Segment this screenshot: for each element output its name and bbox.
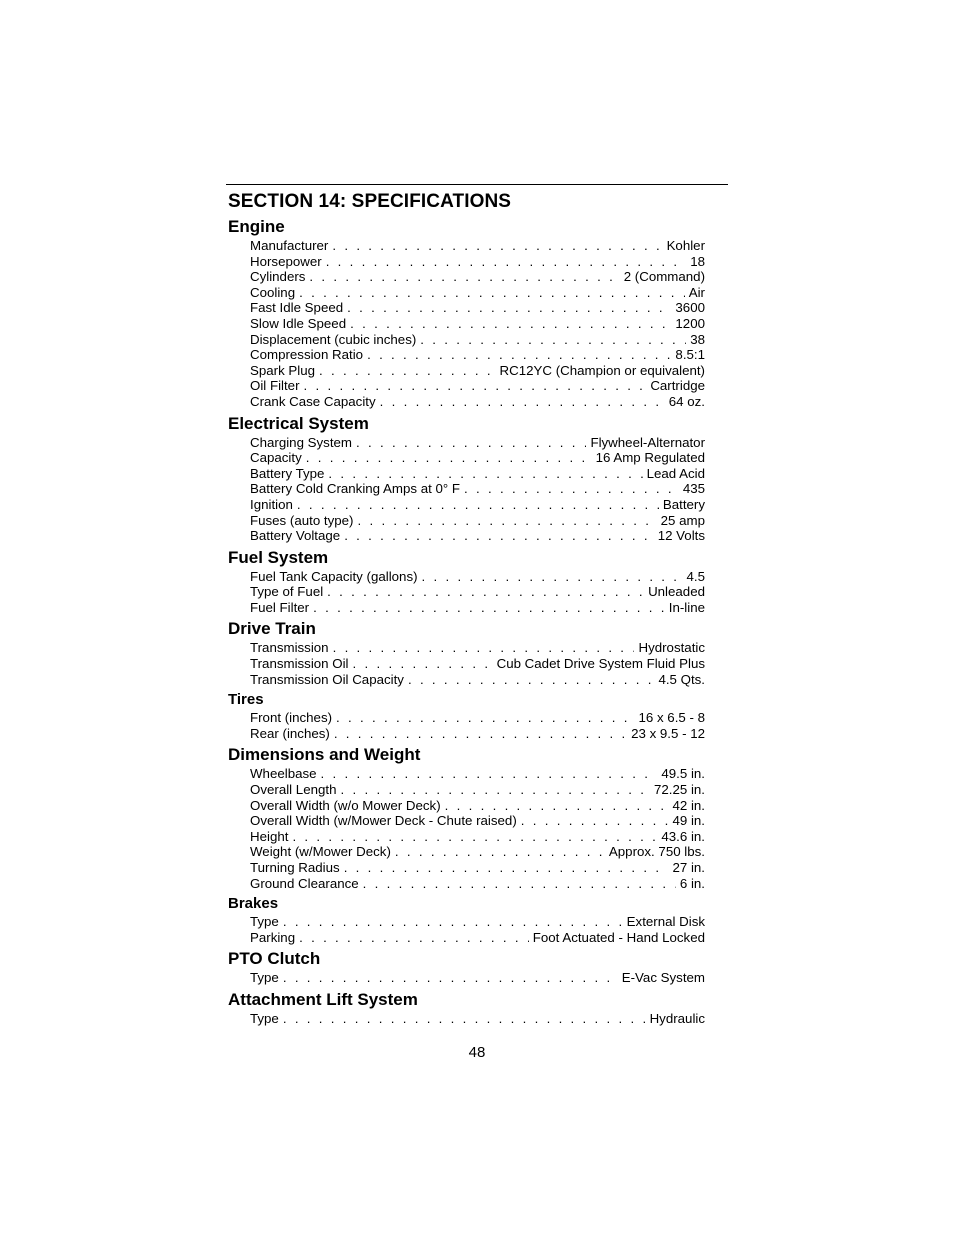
dot-leader — [363, 876, 676, 892]
spec-group-electrical-system — [228, 413, 705, 544]
spec-value: 8.5:1 — [675, 347, 705, 363]
spec-label: Transmission — [250, 640, 329, 656]
spec-row — [250, 513, 705, 529]
specifications-list — [228, 216, 705, 1030]
spec-row — [250, 782, 705, 798]
spec-row — [250, 1011, 705, 1027]
dot-leader — [445, 798, 669, 814]
spec-label: Cooling — [250, 284, 296, 300]
spec-group-attachment-lift-system — [228, 989, 705, 1027]
dot-leader — [304, 378, 647, 394]
dot-leader — [420, 332, 686, 348]
page-number: 48 — [468, 1044, 486, 1061]
dot-leader — [344, 860, 669, 876]
dot-leader — [347, 300, 671, 316]
dot-leader — [283, 914, 623, 930]
spec-row — [250, 600, 705, 616]
spec-label: Fuel Tank Capacity (gallons) — [250, 568, 418, 584]
dot-leader — [380, 394, 665, 410]
spec-value: Cartridge — [650, 378, 705, 394]
dot-leader — [408, 672, 654, 688]
spec-label: Ground Clearance — [250, 875, 359, 891]
spec-group-engine — [228, 216, 705, 410]
dot-leader — [328, 466, 642, 482]
spec-row — [250, 363, 705, 379]
spec-label: Battery Cold Cranking Amps at 0° F — [250, 481, 461, 497]
group-title: Electrical System — [228, 413, 369, 433]
spec-row — [250, 860, 705, 876]
header-rule — [226, 184, 728, 185]
spec-label: Transmission Oil — [250, 656, 349, 672]
group-title: Dimensions and Weight — [228, 745, 421, 765]
spec-value: 42 in. — [672, 797, 705, 813]
group-title: Fuel System — [228, 547, 329, 567]
spec-label: Displacement (cubic inches) — [250, 331, 417, 347]
spec-row — [250, 394, 705, 410]
dot-leader — [340, 782, 650, 798]
dot-leader — [306, 450, 592, 466]
spec-row — [250, 876, 705, 892]
dot-leader — [321, 766, 658, 782]
spec-label: Spark Plug — [250, 362, 316, 378]
spec-label: Charging System — [250, 434, 352, 450]
spec-row — [250, 766, 705, 782]
dot-leader — [292, 829, 657, 845]
spec-label: Cylinders — [250, 269, 306, 285]
spec-group-pto-clutch — [228, 948, 705, 986]
spec-value: 49.5 in. — [661, 766, 705, 782]
spec-row — [250, 710, 705, 726]
spec-label: Ignition — [250, 496, 293, 512]
spec-label: Wheelbase — [250, 766, 317, 782]
spec-value: External Disk — [626, 914, 705, 930]
dot-leader — [327, 584, 644, 600]
spec-row — [250, 300, 705, 316]
spec-row — [250, 914, 705, 930]
dot-leader — [367, 347, 671, 363]
dot-leader — [350, 316, 671, 332]
spec-row — [250, 798, 705, 814]
dot-leader — [344, 528, 654, 544]
spec-value: RC12YC (Champion or equivalent) — [499, 362, 705, 378]
spec-label: Oil Filter — [250, 378, 300, 394]
spec-row — [250, 450, 705, 466]
spec-label: Front (inches) — [250, 710, 333, 726]
spec-row — [250, 378, 705, 394]
spec-row — [250, 569, 705, 585]
spec-row — [250, 640, 705, 656]
spec-value: 64 oz. — [668, 393, 705, 409]
dot-leader — [313, 600, 665, 616]
spec-value: In-line — [668, 599, 705, 615]
spec-label: Battery Type — [250, 465, 325, 481]
spec-row — [250, 970, 705, 986]
spec-value: 38 — [690, 331, 705, 347]
spec-value: 25 amp — [660, 512, 705, 528]
spec-row — [250, 584, 705, 600]
spec-label: Compression Ratio — [250, 347, 364, 363]
spec-value: 4.5 — [686, 568, 705, 584]
dot-leader — [283, 970, 618, 986]
spec-label: Overall Length — [250, 782, 337, 798]
spec-row — [250, 726, 705, 742]
dot-leader — [356, 435, 586, 451]
spec-value: Air — [688, 284, 705, 300]
spec-label: Rear (inches) — [250, 725, 330, 741]
spec-value: 49 in. — [672, 813, 705, 829]
spec-value: 27 in. — [672, 860, 705, 875]
dot-leader — [309, 269, 619, 285]
spec-group-brakes — [228, 894, 705, 945]
spec-value: Hydrostatic — [638, 640, 705, 656]
spec-label: Type — [250, 914, 279, 930]
spec-row — [250, 672, 705, 688]
spec-row — [250, 497, 705, 513]
spec-row — [250, 844, 705, 860]
spec-value: Unleaded — [648, 584, 705, 600]
dot-leader — [334, 726, 627, 742]
spec-value: 12 Volts — [657, 528, 705, 544]
spec-label: Horsepower — [250, 253, 322, 269]
spec-value: 1200 — [675, 315, 705, 331]
dot-leader — [326, 254, 687, 270]
spec-row — [250, 238, 705, 254]
spec-label: Overall Width (w/Mower Deck - Chute raised) — [250, 813, 517, 829]
group-title: Engine — [228, 217, 285, 236]
spec-value: 3600 — [675, 300, 705, 316]
dot-leader — [521, 813, 669, 829]
spec-row — [250, 316, 705, 332]
group-title: Brakes — [228, 895, 279, 913]
spec-label: Height — [250, 828, 289, 844]
spec-label: Parking — [250, 929, 296, 945]
spec-value: Approx. 750 lbs. — [608, 844, 705, 860]
spec-value: 16 x 6.5 - 8 — [638, 710, 705, 726]
spec-value: Kohler — [666, 238, 705, 253]
spec-label: Fuel Filter — [250, 599, 310, 615]
spec-label: Fast Idle Speed — [250, 300, 344, 316]
spec-label: Type of Fuel — [250, 584, 324, 600]
dot-leader — [332, 238, 662, 254]
spec-value: 23 x 9.5 - 12 — [631, 725, 705, 741]
spec-row — [250, 269, 705, 285]
spec-row — [250, 285, 705, 301]
dot-leader — [336, 710, 634, 726]
spec-value: Lead Acid — [646, 465, 705, 481]
dot-leader — [319, 363, 495, 379]
dot-leader — [283, 1011, 646, 1027]
spec-row — [250, 332, 705, 348]
spec-label: Manufacturer — [250, 238, 329, 253]
spec-label: Type — [250, 970, 279, 986]
spec-row — [250, 813, 705, 829]
dot-leader — [297, 497, 659, 513]
group-title: Tires — [228, 691, 264, 709]
spec-value: Flywheel-Alternator — [590, 434, 705, 450]
spec-row — [250, 466, 705, 482]
spec-label: Slow Idle Speed — [250, 315, 347, 331]
group-title: Attachment Lift System — [228, 989, 418, 1009]
spec-value: 16 Amp Regulated — [595, 450, 705, 466]
spec-group-fuel-system — [228, 547, 705, 616]
spec-label: Transmission Oil Capacity — [250, 671, 404, 687]
dot-leader — [395, 844, 605, 860]
spec-label: Crank Case Capacity — [250, 393, 376, 409]
spec-value: 72.25 in. — [653, 782, 705, 798]
dot-leader — [299, 285, 685, 301]
dot-leader — [464, 481, 679, 497]
spec-label: Capacity — [250, 450, 302, 466]
dot-leader — [299, 930, 529, 946]
spec-group-drive-train — [228, 618, 705, 687]
spec-group-tires — [228, 690, 705, 741]
spec-row — [250, 528, 705, 544]
dot-leader — [422, 569, 683, 585]
spec-value: E-Vac System — [621, 970, 705, 986]
group-title: Drive Train — [228, 619, 316, 639]
dot-leader — [357, 513, 656, 529]
spec-row — [250, 656, 705, 672]
spec-value: 43.6 in. — [661, 828, 705, 844]
group-title: PTO Clutch — [228, 949, 321, 969]
spec-label: Type — [250, 1010, 279, 1026]
spec-value: 18 — [690, 253, 705, 269]
spec-row — [250, 347, 705, 363]
spec-value: Cub Cadet Drive System Fluid Plus — [496, 656, 705, 672]
spec-row — [250, 481, 705, 497]
spec-label: Battery Voltage — [250, 528, 341, 544]
spec-label: Overall Width (w/o Mower Deck) — [250, 797, 441, 813]
spec-row — [250, 930, 705, 946]
spec-value: 4.5 Qts. — [658, 671, 705, 687]
spec-value: 2 (Command) — [623, 269, 705, 285]
spec-label: Fuses (auto type) — [250, 512, 354, 528]
spec-label: Turning Radius — [250, 860, 340, 875]
spec-row — [250, 435, 705, 451]
spec-value: 435 — [682, 481, 705, 497]
section-title: SECTION 14: SPECIFICATIONS — [228, 191, 512, 212]
spec-value: Battery — [662, 496, 705, 512]
spec-row — [250, 829, 705, 845]
spec-row — [250, 254, 705, 270]
spec-group-dimensions-and-weight — [228, 744, 705, 891]
dot-leader — [353, 656, 493, 672]
spec-value: Foot Actuated - Hand Locked — [532, 929, 705, 945]
spec-value: Hydraulic — [649, 1010, 705, 1026]
dot-leader — [333, 640, 635, 656]
spec-value: 6 in. — [679, 875, 705, 891]
spec-label: Weight (w/Mower Deck) — [250, 844, 391, 860]
